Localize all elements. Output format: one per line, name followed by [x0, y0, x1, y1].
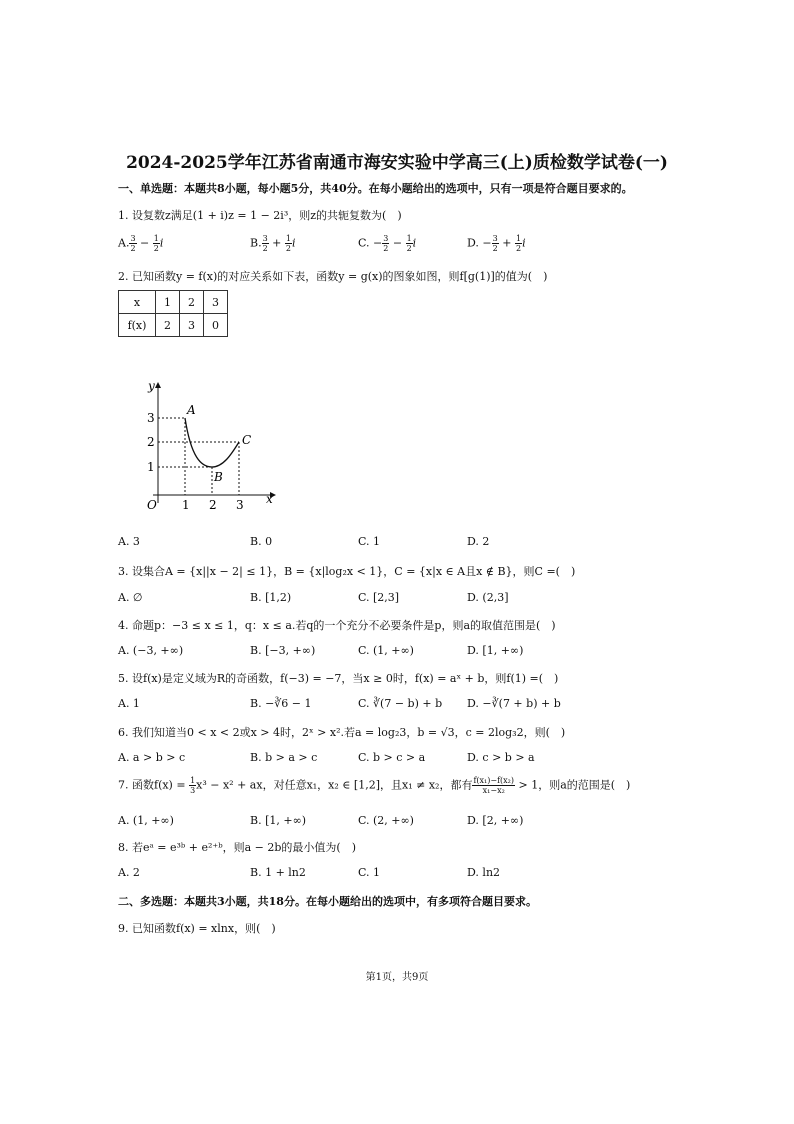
- table-cell: 1: [156, 291, 180, 314]
- question-5-option-b: B. −∛6 − 1: [250, 697, 312, 710]
- point-label: B: [214, 470, 223, 484]
- question-4-option-c: C. (1, +∞): [358, 644, 414, 657]
- y-tick-label: 3: [147, 411, 155, 425]
- table-cell: 3: [204, 291, 228, 314]
- function-value-table: [118, 290, 228, 337]
- y-axis-label: y: [148, 379, 155, 393]
- question-5-option-a: A. 1: [118, 697, 140, 710]
- question-2-option-a: A. 3: [118, 535, 140, 548]
- question-2-stem: 2. 已知函数y = f(x)的对应关系如下表，函数y = g(x)的图象如图，则f[g(1)]的值为( ): [118, 270, 548, 283]
- question-4-stem: 4. 命题p：−3 ≤ x ≤ 1，q：x ≤ a.若q的一个充分不必要条件是p，则a的取值范围是( ): [118, 619, 556, 632]
- question-7-option-c: C. (2, +∞): [358, 814, 414, 827]
- question-1-option-c: C. − $\frac{3}{2}$ − $\frac{1}{2}$ i: [358, 234, 417, 253]
- page-title: 2024-2025学年江苏省南通市海安实验中学高三(上)质检数学试卷(一): [126, 153, 668, 173]
- x-tick-label: 1: [182, 498, 190, 512]
- question-7-option-b: B. [1, +∞): [250, 814, 307, 827]
- x-tick-label: 2: [209, 498, 217, 512]
- question-4-option-b: B. [−3, +∞): [250, 644, 316, 657]
- question-1-option-d: D. − $\frac{3}{2}$ + $\frac{1}{2}$ i: [467, 234, 526, 253]
- question-2-option-c: C. 1: [358, 535, 381, 548]
- question-1-option-b: B. $\frac{3}{2}$ + $\frac{1}{2}$ i: [250, 234, 296, 253]
- question-6-stem: 6. 我们知道当0 < x < 2或x > 4时，2ˣ > x².若a = log₂3，b = √3，c = 2log₃2，则( ): [118, 726, 566, 739]
- question-6-option-d: D. c > b > a: [467, 751, 535, 764]
- point-label: A: [187, 403, 196, 417]
- question-8-option-c: C. 1: [358, 866, 381, 879]
- table-cell: f(x): [119, 314, 156, 337]
- question-8-option-a: A. 2: [118, 866, 140, 879]
- point-label: C: [242, 433, 252, 447]
- page-footer: 第1页，共9页: [365, 972, 429, 983]
- question-5-option-d: D. −∛(7 + b) + b: [467, 697, 561, 710]
- table-cell: x: [119, 291, 156, 314]
- question-1-option-a: A. $\frac{3}{2}$ − $\frac{1}{2}$ i: [118, 234, 164, 253]
- table-cell: 0: [204, 314, 228, 337]
- question-3-option-a: A. ∅: [118, 591, 143, 604]
- section-heading-multiple-choice: 二、多选题：本题共3小题，共18分。在每小题给出的选项中，有多项符合题目要求。: [118, 895, 537, 908]
- question-7-stem: 7. 函数f(x) = $\frac{1}{3}$ x³ − x² + ax，对任意x₁，x₂ ∈ [1,2]，且x₁ ≠ x₂，都有 $\frac{\text{f(x₁)−f(x₂)}}{\text{x₁−x₂}}$ > 1，则a的范围是( ): [118, 776, 631, 795]
- question-3-option-d: D. (2,3]: [467, 591, 509, 604]
- question-6-option-c: C. b > c > a: [358, 751, 426, 764]
- question-8-option-b: B. 1 + ln2: [250, 866, 306, 879]
- question-6-option-a: A. a > b > c: [118, 751, 186, 764]
- y-tick-label: 1: [147, 460, 155, 474]
- question-9-stem: 9. 已知函数f(x) = xlnx，则( ): [118, 922, 276, 935]
- section-heading-single-choice: 一、单选题：本题共8小题，每小题5分，共40分。在每小题给出的选项中，只有一项是符合题目要求的。: [118, 182, 633, 195]
- origin-label: O: [147, 498, 157, 512]
- question-5-stem: 5. 设f(x)是定义域为R的奇函数，f(−3) = −7，当x ≥ 0时，f(x) = aˣ + b，则f(1) =( ): [118, 672, 559, 685]
- question-8-stem: 8. 若eᵃ = e³ᵇ + e²⁺ᵇ，则a − 2b的最小值为( ): [118, 841, 356, 854]
- question-8-option-d: D. ln2: [467, 866, 501, 879]
- table-cell: 2: [180, 291, 204, 314]
- x-axis-label: x: [266, 492, 273, 506]
- question-2-option-d: D. 2: [467, 535, 490, 548]
- question-1-stem: 1. 设复数z满足(1 + i)z = 1 − 2i³，则z的共轭复数为( ): [118, 209, 402, 222]
- question-7-option-d: D. [2, +∞): [467, 814, 524, 827]
- question-3-option-b: B. [1,2): [250, 591, 292, 604]
- question-3-stem: 3. 设集合A = {x||x − 2| ≤ 1}，B = {x|log₂x < 1}，C = {x|x ∈ A且x ∉ B}，则C =( ): [118, 565, 576, 578]
- table-cell: 2: [156, 314, 180, 337]
- question-7-option-a: A. (1, +∞): [118, 814, 174, 827]
- table-cell: 3: [180, 314, 204, 337]
- question-3-option-c: C. [2,3]: [358, 591, 400, 604]
- x-tick-label: 3: [236, 498, 244, 512]
- question-4-option-d: D. [1, +∞): [467, 644, 524, 657]
- question-4-option-a: A. (−3, +∞): [118, 644, 184, 657]
- question-5-option-c: C. ∛(7 − b) + b: [358, 697, 443, 710]
- y-tick-label: 2: [147, 435, 155, 449]
- question-6-option-b: B. b > a > c: [250, 751, 318, 764]
- question-2-option-b: B. 0: [250, 535, 273, 548]
- function-graph-g: [125, 375, 285, 520]
